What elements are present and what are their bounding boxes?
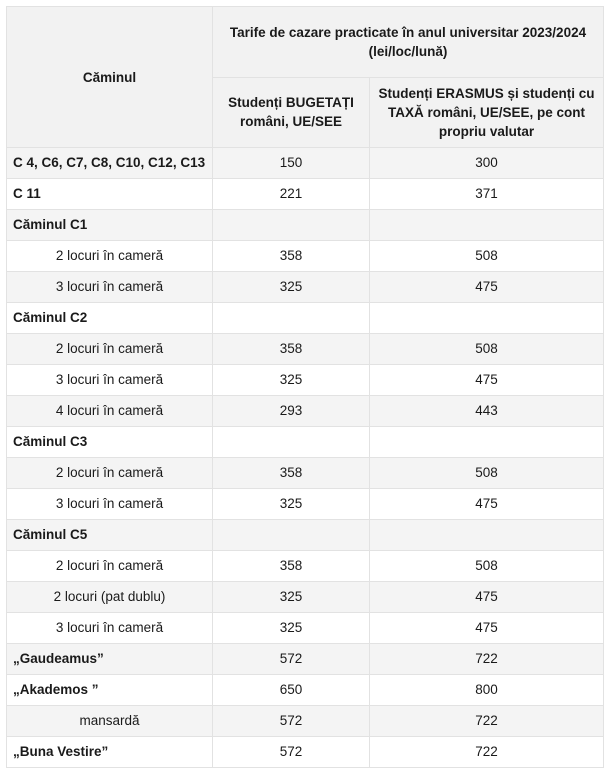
cell-bugetati: 358 <box>213 334 370 365</box>
table-row <box>7 272 604 303</box>
table-row <box>7 582 604 613</box>
table-row <box>7 613 604 644</box>
cell-bugetati: 325 <box>213 489 370 520</box>
cell-bugetati <box>213 427 370 458</box>
row-label: 3 locuri în cameră <box>7 365 213 396</box>
cell-erasmus <box>370 210 604 241</box>
cell-erasmus: 722 <box>370 706 604 737</box>
cell-erasmus: 475 <box>370 272 604 303</box>
row-label: „Akademos ” <box>7 675 213 706</box>
cell-bugetati: 325 <box>213 365 370 396</box>
cell-erasmus: 371 <box>370 179 604 210</box>
cell-bugetati: 358 <box>213 458 370 489</box>
table-row <box>7 303 604 334</box>
table-row <box>7 241 604 272</box>
row-label: 4 locuri în cameră <box>7 396 213 427</box>
cell-erasmus: 508 <box>370 551 604 582</box>
cell-erasmus: 475 <box>370 613 604 644</box>
row-label: Căminul C1 <box>7 210 213 241</box>
table-row <box>7 489 604 520</box>
table-row <box>7 706 604 737</box>
table-row <box>7 737 604 768</box>
cell-bugetati: 325 <box>213 582 370 613</box>
cell-bugetati <box>213 303 370 334</box>
cell-erasmus: 722 <box>370 737 604 768</box>
table-row <box>7 644 604 675</box>
row-label: C 11 <box>7 179 213 210</box>
row-label: Căminul C5 <box>7 520 213 551</box>
row-label: 2 locuri în cameră <box>7 241 213 272</box>
row-label: 2 locuri în cameră <box>7 458 213 489</box>
tarife-table <box>6 6 604 768</box>
table-row <box>7 458 604 489</box>
row-label: „Gaudeamus” <box>7 644 213 675</box>
table-row <box>7 551 604 582</box>
cell-erasmus <box>370 303 604 334</box>
cell-bugetati: 572 <box>213 706 370 737</box>
table-row <box>7 675 604 706</box>
header-bugetati: Studenți BUGETAȚI români, UE/SEE <box>213 77 370 148</box>
cell-erasmus: 475 <box>370 365 604 396</box>
table-row <box>7 148 604 179</box>
table-header <box>7 7 604 148</box>
cell-bugetati: 293 <box>213 396 370 427</box>
row-label: Căminul C3 <box>7 427 213 458</box>
cell-erasmus: 722 <box>370 644 604 675</box>
header-tarife: Tarife de cazare practicate în anul universitar 2023/2024 (lei/loc/lună) <box>213 7 604 78</box>
header-caminul: Căminul <box>7 7 213 148</box>
row-label: 2 locuri în cameră <box>7 334 213 365</box>
row-label: 2 locuri în cameră <box>7 551 213 582</box>
row-label: „Buna Vestire” <box>7 737 213 768</box>
cell-bugetati <box>213 520 370 551</box>
table-row <box>7 179 604 210</box>
row-label: Căminul C2 <box>7 303 213 334</box>
cell-bugetati: 572 <box>213 737 370 768</box>
row-label: 3 locuri în cameră <box>7 489 213 520</box>
cell-erasmus: 300 <box>370 148 604 179</box>
cell-bugetati: 572 <box>213 644 370 675</box>
header-erasmus: Studenți ERASMUS și studenți cu TAXĂ români, UE/SEE, pe cont propriu valutar <box>370 77 604 148</box>
row-label: C 4, C6, C7, C8, C10, C12, C13 <box>7 148 213 179</box>
cell-erasmus <box>370 520 604 551</box>
row-label: mansardă <box>7 706 213 737</box>
table-row <box>7 210 604 241</box>
table-row <box>7 365 604 396</box>
table-row <box>7 396 604 427</box>
cell-erasmus: 475 <box>370 582 604 613</box>
cell-bugetati: 325 <box>213 272 370 303</box>
cell-bugetati: 358 <box>213 551 370 582</box>
table-row <box>7 334 604 365</box>
row-label: 2 locuri (pat dublu) <box>7 582 213 613</box>
cell-erasmus: 508 <box>370 334 604 365</box>
cell-bugetati: 650 <box>213 675 370 706</box>
cell-erasmus <box>370 427 604 458</box>
cell-erasmus: 508 <box>370 241 604 272</box>
row-label: 3 locuri în cameră <box>7 272 213 303</box>
cell-bugetati: 150 <box>213 148 370 179</box>
table-body <box>7 148 604 768</box>
table-row <box>7 427 604 458</box>
cell-bugetati <box>213 210 370 241</box>
cell-erasmus: 475 <box>370 489 604 520</box>
cell-erasmus: 508 <box>370 458 604 489</box>
cell-bugetati: 325 <box>213 613 370 644</box>
cell-erasmus: 443 <box>370 396 604 427</box>
cell-bugetati: 358 <box>213 241 370 272</box>
table-row <box>7 520 604 551</box>
row-label: 3 locuri în cameră <box>7 613 213 644</box>
cell-bugetati: 221 <box>213 179 370 210</box>
cell-erasmus: 800 <box>370 675 604 706</box>
